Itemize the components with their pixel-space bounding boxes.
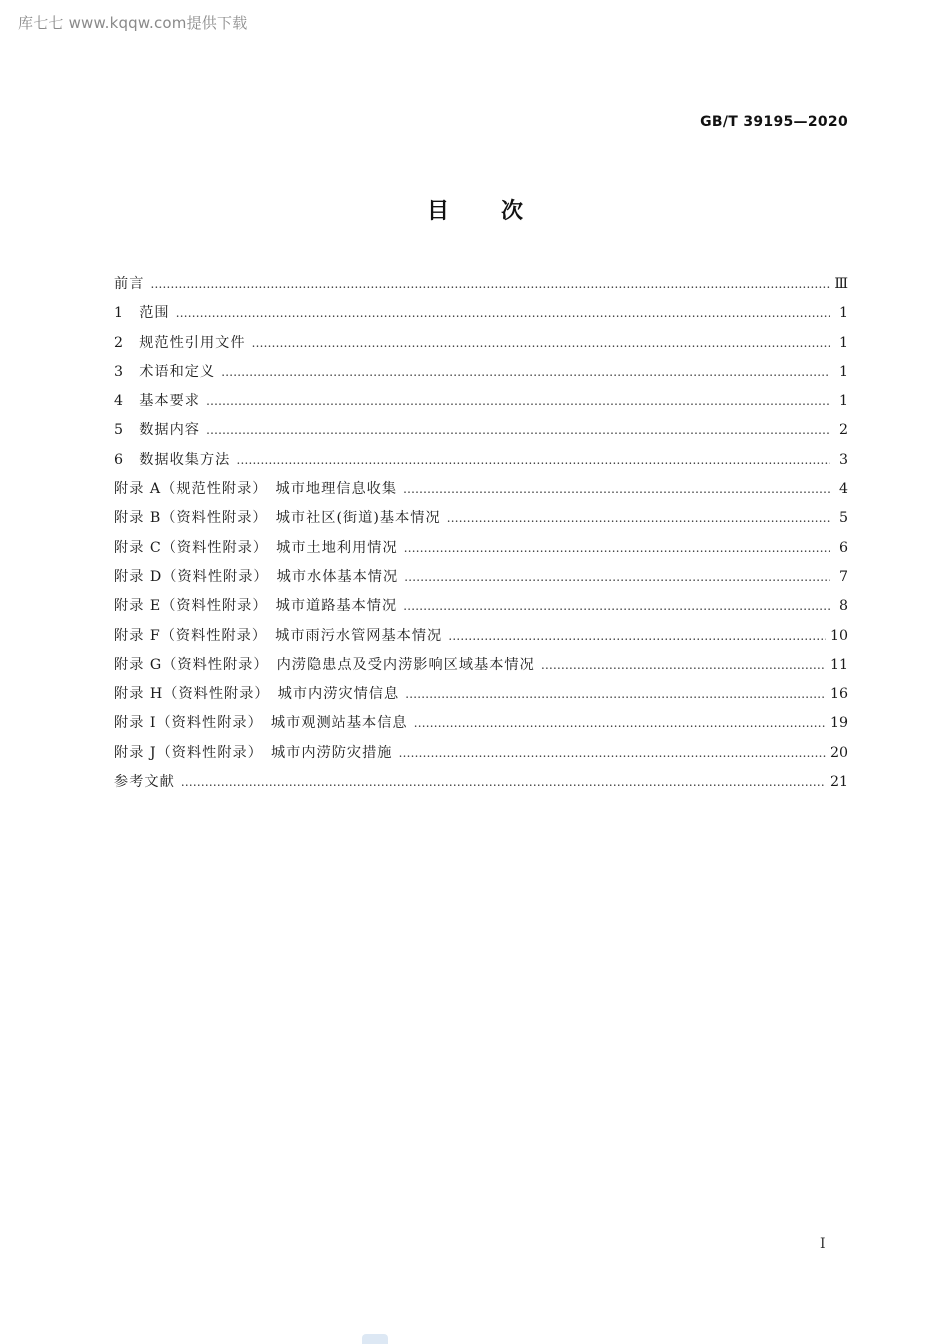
toc-dot-leader <box>398 739 825 768</box>
toc-entry-label: 6 数据收集方法 <box>114 451 231 468</box>
toc-entry-annex-h[interactable] <box>114 680 848 709</box>
toc-entry-page: 7 <box>838 568 848 585</box>
page-number: I <box>820 1236 826 1252</box>
toc-entry-data-collection-methods[interactable] <box>114 446 848 475</box>
toc-entry-label: 2 规范性引用文件 <box>114 334 246 351</box>
toc-entry-page: 1 <box>838 305 848 322</box>
toc-entry-label: 附录 J（资料性附录） 城市内涝防灾措施 <box>114 744 393 761</box>
toc-entry-label: 附录 C（资料性附录） 城市土地利用情况 <box>114 539 398 556</box>
toc-entry-label: 参考文献 <box>114 774 175 791</box>
toc-entry-label: 附录 D（资料性附录） 城市水体基本情况 <box>114 568 399 585</box>
toc-dot-leader <box>404 563 830 592</box>
toc-entry-label: 附录 F（资料性附录） 城市雨污水管网基本情况 <box>114 627 443 644</box>
toc-dot-leader <box>176 299 830 328</box>
toc-entry-annex-b[interactable] <box>114 504 848 533</box>
toc-entry-basic-requirements[interactable] <box>114 387 848 416</box>
bottom-edge-mark <box>362 1334 388 1344</box>
toc-entry-label: 4 基本要求 <box>114 393 200 410</box>
toc-entry-terms-definitions[interactable] <box>114 358 848 387</box>
toc-entry-page: 20 <box>829 744 848 761</box>
toc-entry-label: 1 范围 <box>114 305 170 322</box>
toc-entry-page: 16 <box>829 686 848 703</box>
toc-entry-bibliography[interactable] <box>114 768 848 797</box>
page-title: 目次 <box>426 199 575 224</box>
toc-entry-annex-f[interactable] <box>114 622 848 651</box>
toc-entry-page: 4 <box>838 481 848 498</box>
toc-entry-page: 3 <box>838 451 848 468</box>
toc-entry-page: 19 <box>829 715 848 732</box>
toc-entry-page: 10 <box>829 627 848 644</box>
toc-dot-leader <box>206 387 830 416</box>
toc-dot-leader <box>448 622 826 651</box>
toc-dot-leader <box>236 446 830 475</box>
toc-dot-leader <box>252 329 830 358</box>
toc-entry-annex-d[interactable] <box>114 563 848 592</box>
toc-entry-page: 21 <box>829 774 848 791</box>
toc-entry-annex-j[interactable] <box>114 739 848 768</box>
toc-entry-normative-references[interactable] <box>114 329 848 358</box>
toc-entry-page: 5 <box>838 510 848 527</box>
toc-entry-label: 附录 G（资料性附录） 内涝隐患点及受内涝影响区域基本情况 <box>114 656 535 673</box>
toc-entry-label: 附录 A（规范性附录） 城市地理信息收集 <box>114 481 398 498</box>
toc-entry-page: 8 <box>838 598 848 615</box>
toc-entry-label: 附录 E（资料性附录） 城市道路基本情况 <box>114 598 398 615</box>
toc-entry-annex-c[interactable] <box>114 534 848 563</box>
toc-entry-label: 附录 B（资料性附录） 城市社区(街道)基本情况 <box>114 510 441 527</box>
toc-entry-page: 1 <box>838 393 848 410</box>
toc-entry-page: Ⅲ <box>834 276 848 292</box>
toc-entry-label: 前言 <box>114 276 145 292</box>
toc-entry-page: 1 <box>838 363 848 380</box>
toc-entry-annex-g[interactable] <box>114 651 848 680</box>
toc-entry-page: 11 <box>829 656 848 673</box>
toc-entry-label: 附录 H（资料性附录） 城市内涝灾情信息 <box>114 686 400 703</box>
toc-dot-leader <box>541 651 826 680</box>
toc-entry-annex-a[interactable] <box>114 475 848 504</box>
toc-dot-leader <box>181 768 826 797</box>
toc-entry-data-content[interactable] <box>114 416 848 445</box>
toc-dot-leader <box>447 504 830 533</box>
toc-dot-leader <box>403 592 830 621</box>
toc-dot-leader <box>404 534 830 563</box>
toc-entry-scope[interactable] <box>114 299 848 328</box>
toc-entry-annex-i[interactable] <box>114 709 848 738</box>
toc-dot-leader <box>150 270 830 299</box>
toc-entry-label: 5 数据内容 <box>114 422 200 439</box>
toc-dot-leader <box>403 475 830 504</box>
toc-dot-leader <box>206 416 830 445</box>
toc-entry-page: 6 <box>838 539 848 556</box>
toc-dot-leader <box>405 680 826 709</box>
toc-entry-page: 2 <box>838 422 848 439</box>
toc-entry-label: 附录 I（资料性附录） 城市观测站基本信息 <box>114 715 408 732</box>
toc-entry-annex-e[interactable] <box>114 592 848 621</box>
table-of-contents <box>114 270 848 797</box>
standard-code: GB/T 39195—2020 <box>700 114 848 130</box>
toc-entry-label: 3 术语和定义 <box>114 363 216 380</box>
toc-dot-leader <box>221 358 830 387</box>
toc-entry-foreword[interactable] <box>114 270 848 299</box>
toc-dot-leader <box>414 709 826 738</box>
toc-entry-page: 1 <box>838 334 848 351</box>
watermark-text: 库七七 www.kqqw.com提供下载 <box>18 14 248 32</box>
